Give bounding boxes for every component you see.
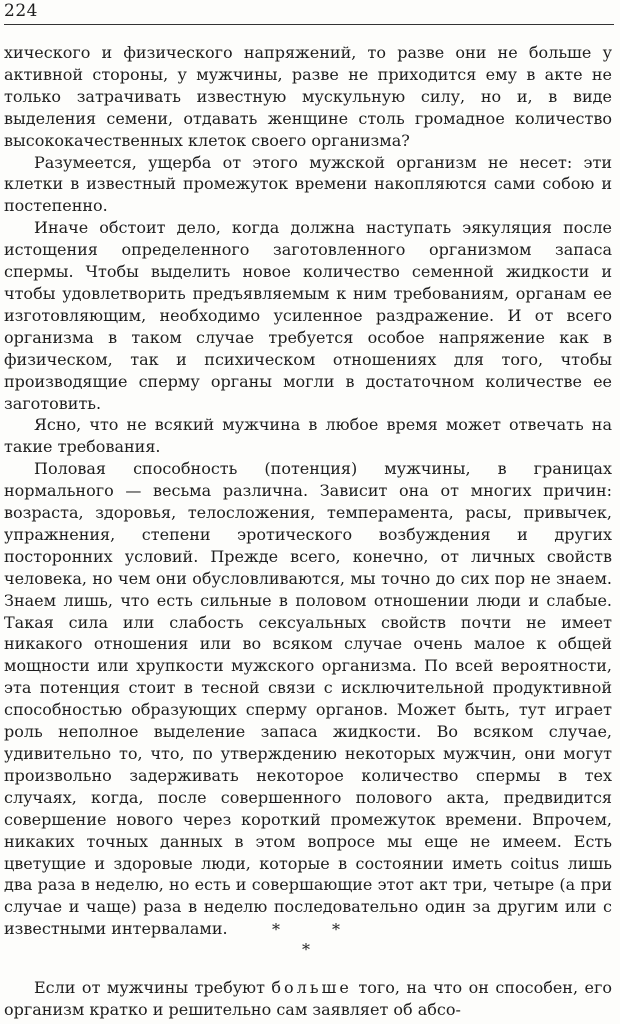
separator-star: * bbox=[272, 920, 280, 939]
separator-star: * bbox=[332, 920, 340, 939]
paragraph: Разумеется, ущерба от этого мужской организм не несет: эти клетки в известный промежуток времени накопляются сами собою и постепенно. bbox=[4, 152, 612, 216]
paragraph-continuation: хического и физического напряжений, то разве они не больше у активной стороны, у мужчины, разве не приходится ему в акте не только затрачивать известную мускульную силу, но и, в виде выделения семени, отдавать женщине столь громадное количество высококачественных клеток своего организма? bbox=[4, 43, 612, 150]
text-run: Если от мужчины требуют bbox=[34, 978, 272, 997]
emphasized-word: больше bbox=[271, 978, 352, 997]
paragraph: Половая способность (потенция) мужчины, в границах нормального — весьма различна. Зависит она от многих причин: возраста, здоровья, телосложения, темперамента, расы, привычек, упражнения, степени эротического возбуждения и других посторонних условий. Прежде всего, конечно, от личных свойств человека, но чем они обусловливаются, мы точно до сих пор не знаем. Знаем лишь, что есть сильные в половом отношении люди и слабые. Такая сила или слабость сексуальных свойств почти не имеет никакого отношения или во всяком случае очень малое к общей мощности или хрупкости мужского организма. По всей вероятности, эта потенция стоит в тесной связи с исключительной продуктивной способностью образующих сперму органов. Может быть, тут играет роль неполное выделение запаса жидкости. Во всяком случае, удивительно то, что, по утверждению некоторых мужчин, они могут произвольно задерживать некоторое количество спермы в тех случаях, когда, после совершенного полового акта, предвидится совершение нового через короткий промежуток времени. Впрочем, никаких точных данных в этом вопросе мы еще не имеем. Есть цветущие и здоровые люди, которые в состоянии иметь coitus лишь два раза в неделю, но есть и совершающие этот акт три, четыре (а при случае и чаще) раза в неделю последовательно один за другим или с известными интервалами. bbox=[4, 459, 612, 939]
paragraph: Ясно, что не всякий мужчина в любое время может отвечать на такие требования. bbox=[4, 415, 612, 457]
separator-star: * bbox=[302, 940, 310, 959]
page-number: 224 bbox=[4, 1, 38, 21]
main-text bbox=[4, 42, 612, 940]
section-separator bbox=[0, 920, 620, 964]
page-header bbox=[4, 0, 614, 25]
next-section-text bbox=[4, 977, 612, 1021]
text-run: того, на что он способен, его организм кратко и решительно сам заявляет об абсо- bbox=[4, 978, 612, 1019]
paragraph: Иначе обстоит дело, когда должна наступать эякуляция после истощения определенного заготовленного организмом запаса спермы. Чтобы выделить новое количество семенной жидкости и чтобы удовлетворить предъявляемым к ним требованиям, органам ее изготовляющим, необходимо усиленное раздражение. И от всего организма в таком случае требуется особое напряжение как в физическом, так и психическом отношениях для того, чтобы производящие сперму органы могли в достаточном количестве ее заготовить. bbox=[4, 218, 612, 413]
paragraph bbox=[4, 977, 612, 1021]
